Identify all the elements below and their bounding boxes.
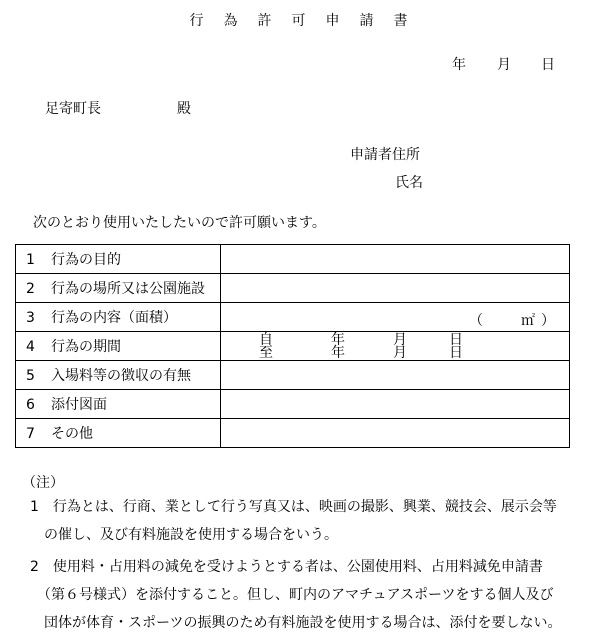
document-title: 行為許可申請書: [189, 13, 428, 29]
period-field[interactable]: [221, 332, 570, 361]
note-line: 1 行為とは、行商、業として行う写真又は、映画の撮影、興業、競技会、展示会等: [30, 499, 557, 515]
period-to-label: 至: [259, 345, 273, 361]
applicant-address-label: 申請者住所: [350, 147, 420, 163]
honorific: 殿: [177, 101, 191, 117]
form-row-fee: [16, 361, 570, 390]
form-row-place: [16, 274, 570, 303]
row-label: 入場料等の徴収の有無: [51, 368, 191, 384]
row-label: その他: [51, 426, 93, 442]
applicant-name-label: 氏名: [395, 175, 423, 191]
other-field[interactable]: [221, 419, 570, 448]
form-row-purpose: [16, 245, 570, 274]
row-number: 1: [26, 252, 35, 268]
place-field[interactable]: [221, 274, 570, 303]
form-row-drawings: [16, 390, 570, 419]
area-open-paren: （: [469, 313, 483, 329]
period-from-year: 年: [331, 332, 345, 348]
row-label: 添付図面: [51, 397, 107, 413]
period-to-year: 年: [331, 345, 345, 361]
period-to-day: 日: [449, 345, 463, 361]
period-to-month: 月: [393, 345, 407, 361]
request-sentence: 次のとおり使用いたしたいので許可願います。: [33, 215, 326, 231]
fee-field[interactable]: [221, 361, 570, 390]
form-row-period: [16, 332, 570, 361]
area-unit: ㎡: [521, 313, 535, 329]
date-day-label: 日: [541, 57, 555, 73]
row-label: 行為の目的: [51, 252, 121, 268]
date-month-label: 月: [497, 57, 511, 73]
area-close-paren: ）: [541, 313, 555, 329]
notes-heading: （注）: [22, 475, 64, 491]
row-label: 行為の内容（面積）: [51, 310, 177, 326]
addressee: 足寄町長: [45, 101, 101, 117]
row-label: 行為の場所又は公園施設: [51, 281, 205, 297]
row-number: 3: [26, 310, 35, 326]
row-label: 行為の期間: [51, 339, 121, 355]
row-number: 7: [26, 426, 35, 442]
period-from-month: 月: [393, 332, 407, 348]
note-line: の催し、及び有料施設を使用する場合をいう。: [30, 527, 338, 543]
row-number: 4: [26, 339, 35, 355]
row-number: 5: [26, 368, 35, 384]
period-from-label: 自: [259, 332, 273, 348]
form-row-other: [16, 419, 570, 448]
note-line: 2 使用料・占用料の減免を受けようとする者は、公園使用料、占用料減免申請書: [30, 559, 543, 575]
row-number: 2: [26, 281, 35, 297]
purpose-field[interactable]: [221, 245, 570, 274]
row-number: 6: [26, 397, 35, 413]
note-line: （第６号様式）を添付すること。但し、町内のアマチュアスポーツをする個人及び: [30, 587, 554, 603]
period-from-day: 日: [449, 332, 463, 348]
note-line: 団体が体育・スポーツの振興のため有料施設を使用する場合は、添付を要しない。: [30, 615, 562, 631]
form-row-content: [16, 303, 570, 332]
content-area-field[interactable]: [221, 303, 570, 332]
date-year-label: 年: [452, 57, 466, 73]
drawings-field[interactable]: [221, 390, 570, 419]
application-form-table: [15, 244, 570, 448]
